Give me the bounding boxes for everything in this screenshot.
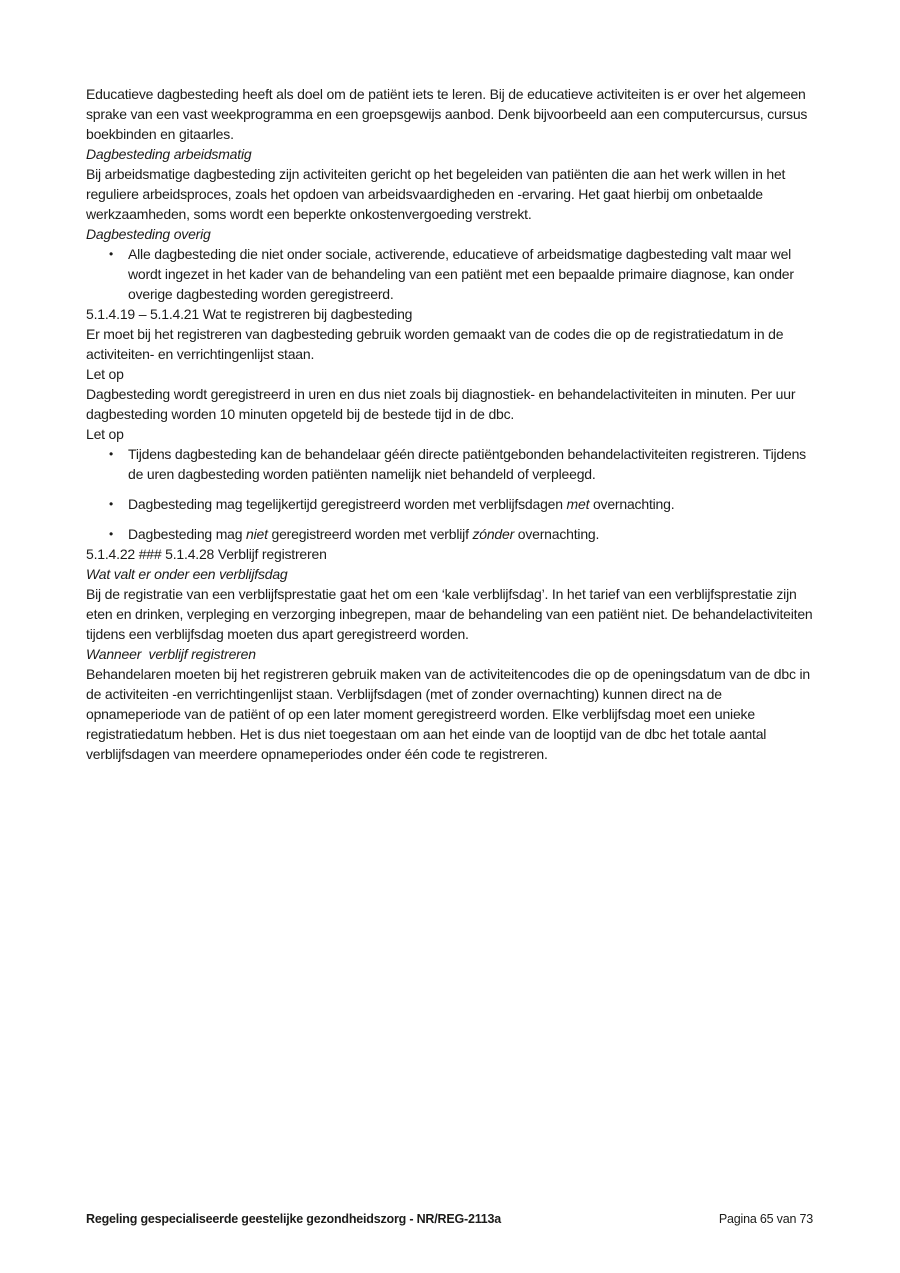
list-item: • Tijdens dagbesteding kan de behandelaar géén directe patiëntgebonden behandelactiviteiten registreren. Tijdens de uren dagbesteding worden patiënten namelijk niet behandeld of verpleegd. (86, 444, 816, 484)
subheading-dagbesteding-overig: Dagbesteding overig (86, 226, 211, 242)
letop-label-1: Let op (86, 366, 124, 382)
list-item-text: overnachting. (589, 496, 675, 512)
paragraph-kale-verblijfsdag: Bij de registratie van een verblijfsprestatie gaat het om een ‘kale verblijfsdag’. In het tarief van een verblijfsprestatie zijn eten en drinken, verpleging en verzorging inbegrepen, maar de behandeling van een patiënt niet. De behandelactiviteiten tijdens een verblijfsdag moeten dus apart geregistreerd worden. (86, 586, 813, 642)
overig-bullet-list (86, 244, 816, 304)
paragraph-codes: Er moet bij het registreren van dagbesteding gebruik worden gemaakt van de codes die op de registratiedatum in de activiteiten- en verrichtingenlijst staan. (86, 326, 784, 362)
list-item-text: Dagbesteding mag (128, 526, 247, 542)
list-item-emphasis: zónder (472, 526, 515, 542)
subheading-wat-valt-onder-verblijfsdag: Wat valt er onder een verblijfsdag (86, 566, 288, 582)
section-heading-verblijf-registreren: 5.1.4.22 ### 5.1.4.28 Verblijf registreren (86, 546, 327, 562)
footer-page-number: Pagina 65 van 73 (718, 1212, 813, 1226)
list-item-text: overnachting. (514, 526, 600, 542)
list-item (86, 494, 816, 514)
paragraph-educatieve-dagbesteding: Educatieve dagbesteding heeft als doel om de patiënt iets te leren. Bij de educatieve activiteiten is er over het algemeen sprake van een vast weekprogramma en een groepsgewijs aanbod. Denk bijvoorbeeld aan een computercursus, cursus boekbinden en gitaarles. (86, 86, 808, 142)
letop-label-2: Let op (86, 426, 124, 442)
subheading-wanneer-verblijf-registreren: Wanneer verblijf registreren (86, 646, 256, 662)
list-item-emphasis: niet (246, 526, 268, 542)
list-item-text: geregistreerd worden met verblijf (267, 526, 473, 542)
paragraph-behandelaren: Behandelaren moeten bij het registreren gebruik maken van de activiteitencodes die op de openingsdatum van de dbc in de activiteiten -en verrichtingenlijst staan. Verblijfsdagen (met of zonder overnachting) kunnen direct na de opnameperiode van de patiënt of op een later moment geregistreerd worden. Elke verblijfsdag moet een unieke registratiedatum hebben. Het is dus niet toegestaan om aan het einde van de looptijd van de dbc het totale aantal verblijfsdagen van meerdere opnameperiodes onder één code te registreren. (86, 666, 810, 762)
list-item-text: Dagbesteding mag tegelijkertijd geregistreerd worden met verblijfsdagen (128, 496, 567, 512)
subheading-dagbesteding-arbeidsmatig: Dagbesteding arbeidsmatig (86, 146, 252, 162)
section-heading-wat-te-registreren: 5.1.4.19 – 5.1.4.21 Wat te registreren bij dagbesteding (86, 306, 413, 322)
page-footer (86, 1211, 813, 1228)
list-item: • Alle dagbesteding die niet onder sociale, activerende, educatieve of arbeidsmatige dagbesteding valt maar wel wordt ingezet in het kader van de behandeling van een patiënt met een bepaalde primaire diagnose, kan onder overige dagbesteding worden geregistreerd. (86, 244, 816, 304)
paragraph-uren: Dagbesteding wordt geregistreerd in uren en dus niet zoals bij diagnostiek- en behandelactiviteiten in minuten. Per uur dagbesteding worden 10 minuten opgeteld bij de bestede tijd in de dbc. (86, 386, 796, 422)
list-item (86, 524, 816, 544)
paragraph-arbeidsmatig: Bij arbeidsmatige dagbesteding zijn activiteiten gericht op het begeleiden van patiënten die aan het werk willen in het reguliere arbeidsproces, zoals het opdoen van arbeidsvaardigheden en -ervaring. Het gaat hierbij om onbetaalde werkzaamheden, soms wordt een beperkte onkostenvergoeding verstrekt. (86, 166, 786, 222)
letop-bullet-list (86, 444, 816, 544)
footer-document-title: Regeling gespecialiseerde geestelijke gezondheidszorg - NR/REG-2113a (86, 1212, 502, 1226)
document-body (86, 0, 816, 764)
list-item-emphasis: met (566, 496, 590, 512)
